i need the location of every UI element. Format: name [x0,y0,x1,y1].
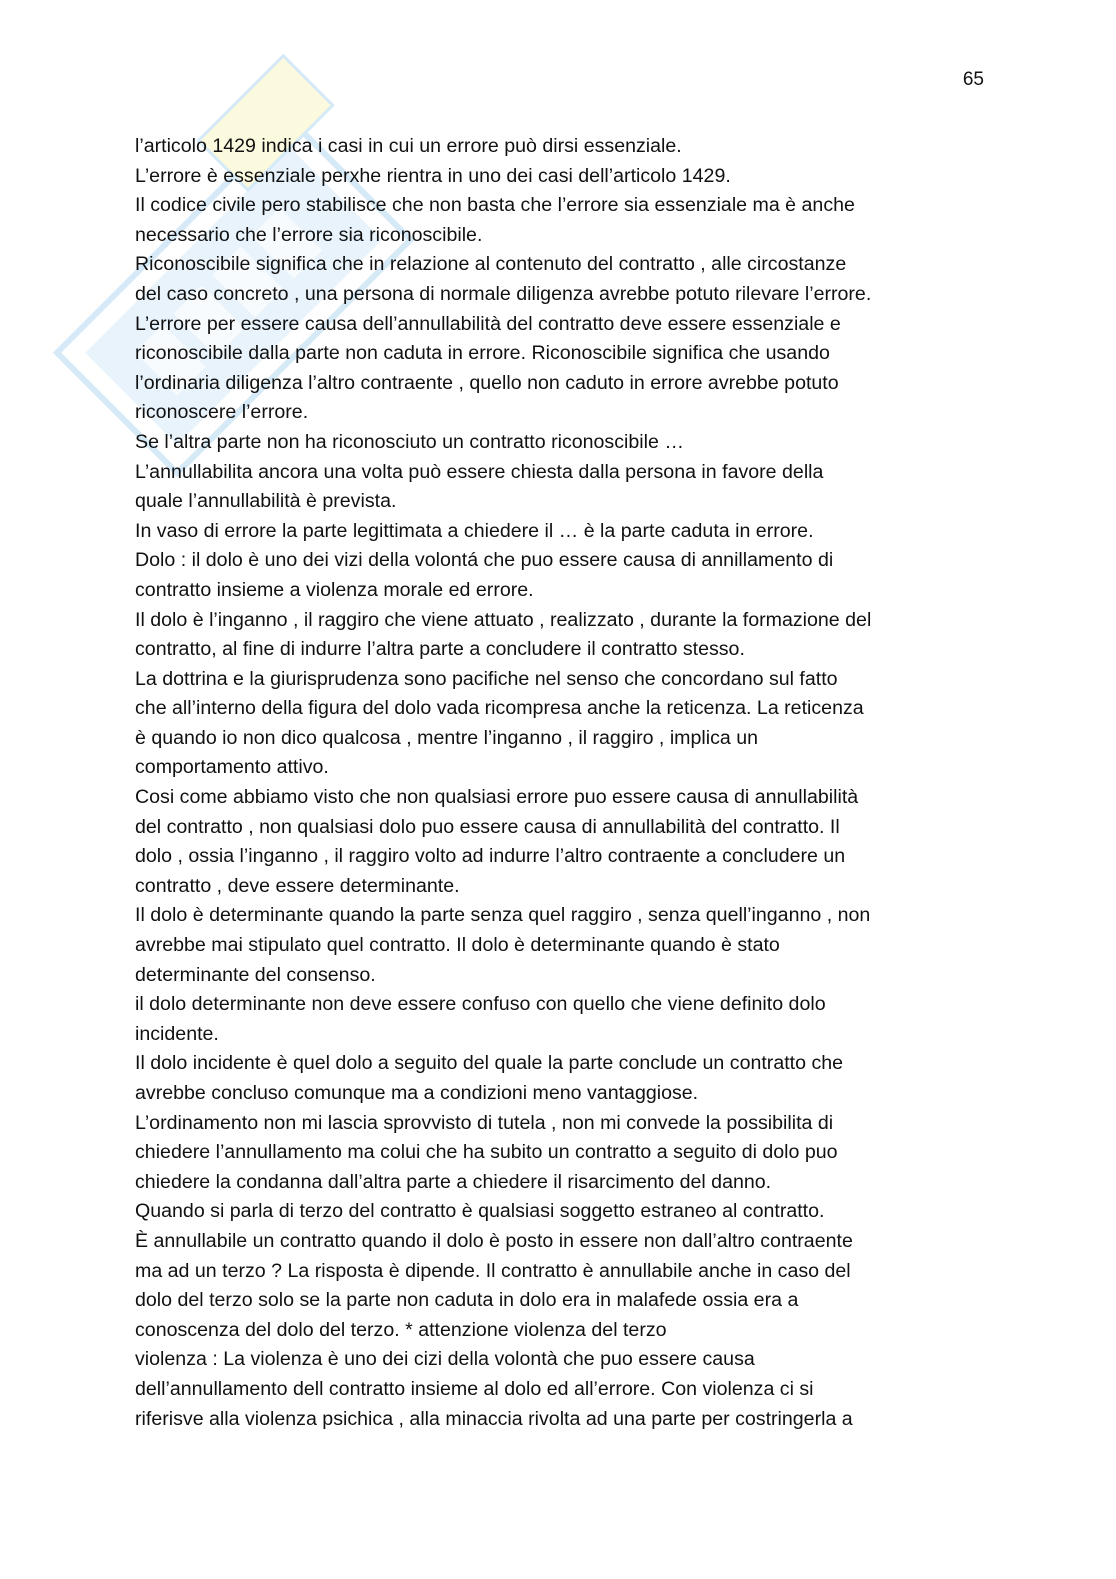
text-line: dell’annullamento dell contratto insieme al dolo ed all’errore. Con violenza ci si [135,1377,814,1400]
text-line: determinante del consenso. [135,963,376,986]
text-line: Il dolo è l’inganno , il raggiro che viene attuato , realizzato , durante la formazione del [135,608,872,631]
text-line: quale l’annullabilità è prevista. [135,490,397,513]
text-line: L’errore per essere causa dell’annullabilità del contratto deve essere essenziale e [135,312,841,335]
text-line: riferisve alla violenza psichica , alla minaccia rivolta ad una parte per costringerla a [135,1407,853,1430]
text-line: contratto insieme a violenza morale ed errore. [135,578,534,601]
text-line: avrebbe mai stipulato quel contratto. Il dolo è determinante quando è stato [135,934,780,957]
text-line: necessario che l’errore sia riconoscibile. [135,223,483,246]
text-line: è quando io non dico qualcosa , mentre l’inganno , il raggiro , implica un [135,726,759,749]
text-line: In vaso di errore la parte legittimata a chiedere il … è la parte caduta in errore. [135,519,814,542]
text-line: conoscenza del dolo del terzo. * attenzione violenza del terzo [135,1318,667,1341]
text-line: dolo del terzo solo se la parte non caduta in dolo era in malafede ossia era a [135,1289,799,1312]
text-line: La dottrina e la giurisprudenza sono pacifiche nel senso che concordano sul fatto [135,667,838,690]
text-line: riconoscere l’errore. [135,401,309,424]
text-line: Il dolo è determinante quando la parte senza quel raggiro , senza quell’inganno , non [135,904,871,927]
text-line: Il dolo incidente è quel dolo a seguito del quale la parte conclude un contratto che [135,1052,844,1075]
text-line: contratto , deve essere determinante. [135,874,460,897]
text-line: L’ordinamento non mi lascia sprovvisto di tutela , non mi convede la possibilita di [135,1111,834,1134]
text-line: riconoscibile dalla parte non caduta in errore. Riconoscibile significa che usando [135,342,830,365]
text-line: l’ordinaria diligenza l’altro contraente , quello non caduto in errore avrebbe potuto [135,371,839,394]
body-text [135,132,985,1434]
text-line: chiedere l’annullamento ma colui che ha subito un contratto a seguito di dolo puo [135,1141,838,1164]
text-line: avrebbe concluso comunque ma a condizioni meno vantaggiose. [135,1082,699,1104]
text-line: L’annullabilita ancora una volta può essere chiesta dalla persona in favore della [135,460,824,483]
text-line: Cosi come abbiamo visto che non qualsiasi errore puo essere causa di annullabilità [135,786,859,809]
text-line: violenza : La violenza è uno dei cizi della volontà che puo essere causa [135,1348,755,1371]
text-line: il dolo determinante non deve essere confuso con quello che viene definito dolo [135,993,826,1016]
text-line: dolo , ossia l’inganno , il raggiro volto ad indurre l’altro contraente a concludere un [135,845,846,868]
text-line: del contratto , non qualsiasi dolo puo essere causa di annullabilità del contratto. Il [135,815,840,838]
text-line: Il codice civile pero stabilisce che non basta che l’errore sia essenziale ma è anche [135,194,855,217]
text-line: Se l’altra parte non ha riconosciuto un contratto riconoscibile … [135,430,684,453]
text-line: l’articolo 1429 indica i casi in cui un errore può dirsi essenziale. [135,135,682,157]
text-line: incidente. [135,1022,219,1045]
text-line: comportamento attivo. [135,756,329,779]
text-line: chiedere la condanna dall’altra parte a chiedere il risarcimento del danno. [135,1170,772,1193]
text-line: che all’interno della figura del dolo vada ricompresa anche la reticenza. La reticenza [135,697,864,720]
page-number: 65 [962,69,984,90]
text-line: È annullabile un contratto quando il dolo è posto in essere non dall’altro contraente [135,1229,853,1252]
text-line: del caso concreto , una persona di normale diligenza avrebbe potuto rilevare l’errore. [135,282,872,305]
text-line: contratto, al fine di indurre l’altra parte a concludere il contratto stesso. [135,638,745,661]
text-line: Riconoscibile significa che in relazione al contenuto del contratto , alle circostanze [135,253,847,276]
text-line: Quando si parla di terzo del contratto è qualsiasi soggetto estraneo al contratto. [135,1200,825,1223]
text-line: ma ad un terzo ? La risposta è dipende. Il contratto è annullabile anche in caso del [135,1259,851,1282]
text-line: L’errore è essenziale perxhe rientra in uno dei casi dell’articolo 1429. [135,164,731,187]
text-line: Dolo : il dolo è uno dei vizi della volontá che puo essere causa di annillamento di [135,549,834,572]
